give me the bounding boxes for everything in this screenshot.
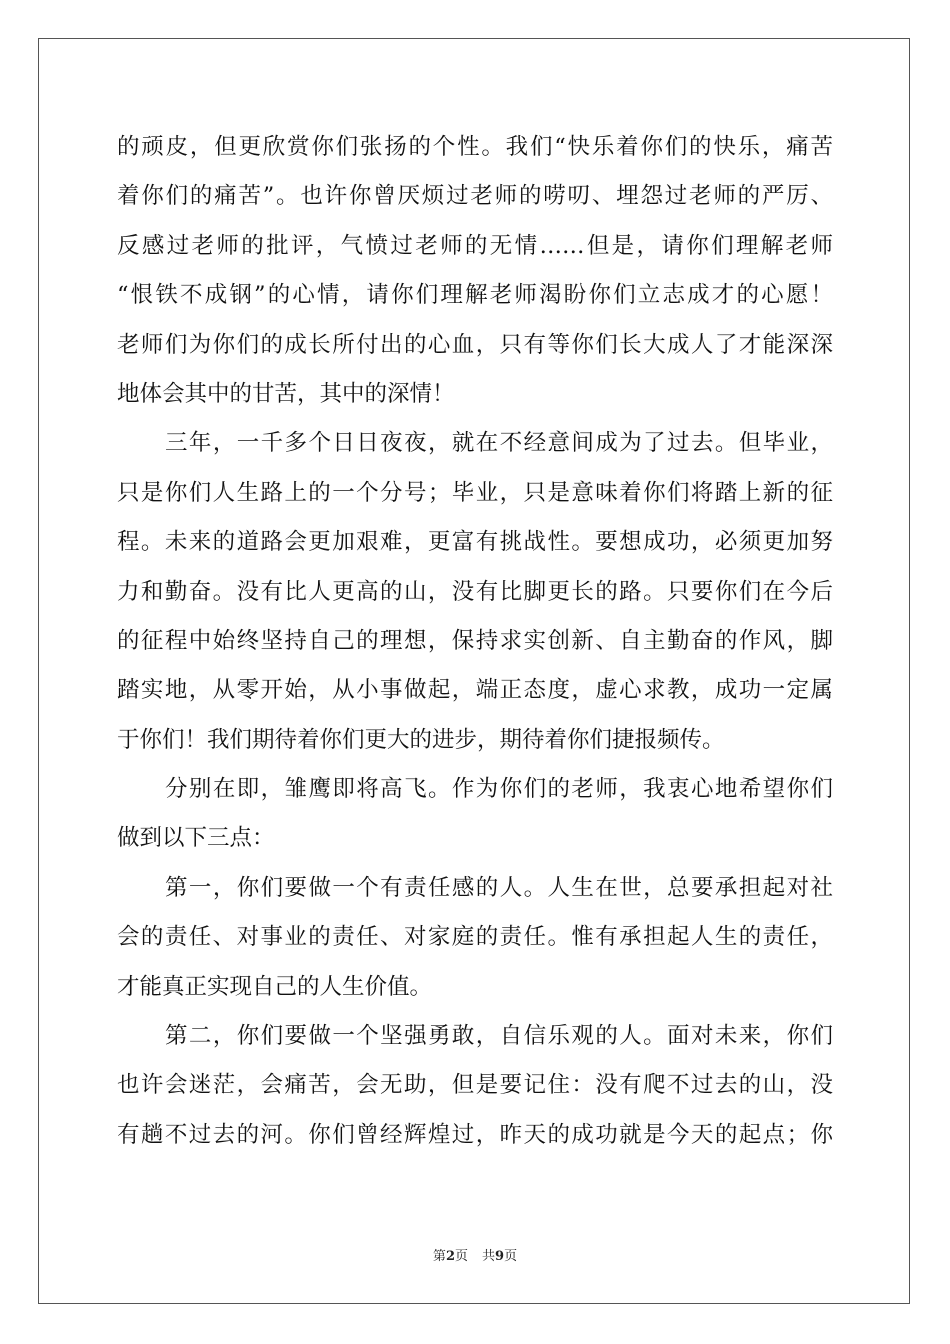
text-line: 地体会其中的甘苦，其中的深情！ [117, 380, 455, 407]
text-line: 程。未来的道路会更加艰难，更富有挑战性。要想成功，必须更加努 [117, 529, 833, 556]
text-line: 做到以下三点： [117, 825, 275, 852]
text-line: 第二，你们要做一个坚强勇敢，自信乐观的人。面对未来，你们 [165, 1023, 833, 1050]
text-line: 的征程中始终坚持自己的理想，保持求实创新、自主勤奋的作风，脚 [117, 627, 833, 654]
document-body [117, 123, 833, 1160]
footer-total-prefix: 共 [482, 1249, 496, 1264]
text-line: 的顽皮，但更欣赏你们张扬的个性。我们“快乐着你们的快乐，痛苦 [117, 134, 833, 160]
text-line: 才能真正实现自己的人生价值。 [117, 973, 433, 1000]
text-line: 力和勤奋。没有比人更高的山，没有比脚更长的路。只要你们在今后 [117, 578, 833, 605]
text-line: 老师们为你们的成长所付出的心血，只有等你们长大成人了才能深深 [117, 331, 833, 358]
text-line: 也许会迷茫，会痛苦，会无助，但是要记住：没有爬不过去的山，没 [117, 1072, 833, 1099]
text-line: 只是你们人生路上的一个分号；毕业，只是意味着你们将踏上新的征 [117, 479, 833, 506]
footer-page-prefix: 第 [432, 1249, 446, 1264]
text-line: 反感过老师的批评，气愤过老师的无情……但是，请你们理解老师 [117, 232, 833, 259]
text-line: 踏实地，从零开始，从小事做起，端正态度，虚心求教，成功一定属 [117, 677, 833, 704]
text-line: 有趟不过去的河。你们曾经辉煌过，昨天的成功就是今天的起点；你 [117, 1121, 833, 1148]
text-line: 于你们！我们期待着你们更大的进步，期待着你们捷报频传。 [117, 726, 725, 753]
page-footer [0, 1245, 950, 1264]
footer-page-suffix: 页 [454, 1249, 468, 1264]
text-line: 着你们的痛苦”。也许你曾厌烦过老师的唠叨、埋怨过老师的严厉、 [117, 183, 833, 210]
footer-total-suffix: 页 [504, 1249, 518, 1264]
text-line: 分别在即，雏鹰即将高飞。作为你们的老师，我衷心地希望你们 [165, 776, 833, 803]
text-line: “恨铁不成钢”的心情，请你们理解老师渴盼你们立志成才的心愿！ [117, 282, 833, 309]
footer-total-pages: 9 [495, 1249, 505, 1264]
footer-page-number: 2 [445, 1249, 455, 1264]
text-line: 第一，你们要做一个有责任感的人。人生在世，总要承担起对社 [165, 874, 833, 901]
text-line: 会的责任、对事业的责任、对家庭的责任。惟有承担起人生的责任， [117, 924, 833, 951]
text-line: 三年，一千多个日日夜夜，就在不经意间成为了过去。但毕业， [165, 430, 833, 457]
